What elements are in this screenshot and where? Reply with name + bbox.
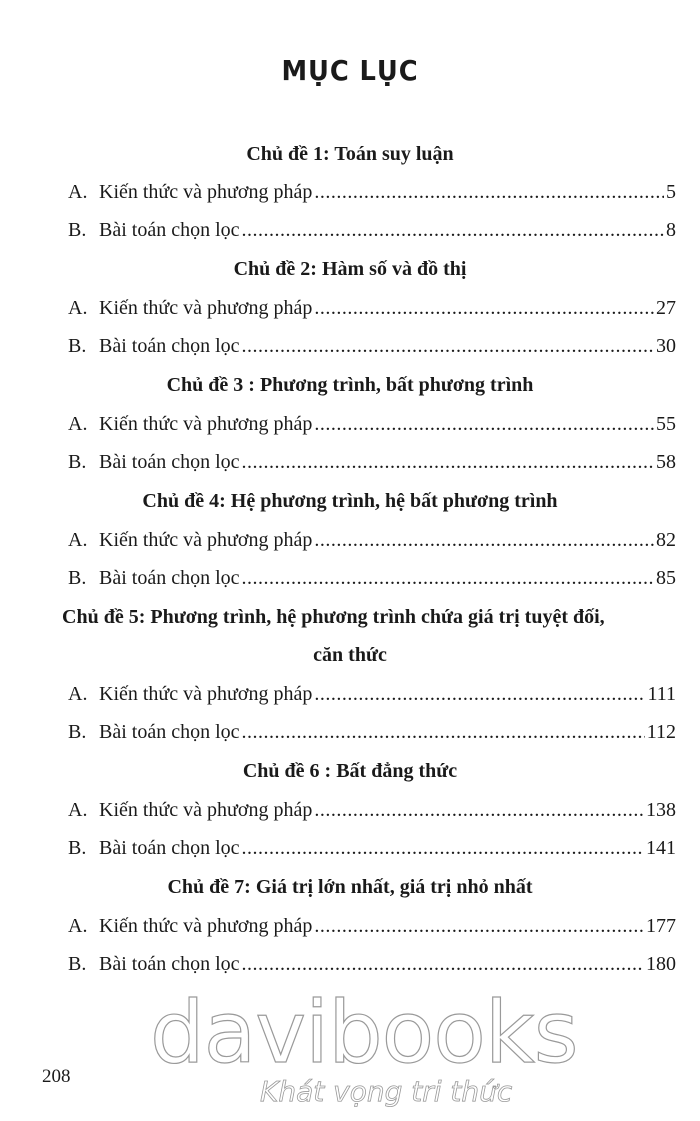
dot-leader <box>314 528 654 552</box>
toc-entry[interactable] <box>68 296 676 320</box>
watermark-tagline: Khát vọng tri thức <box>260 1075 513 1108</box>
entry-page-number: 85 <box>656 567 676 589</box>
entry-letter: A. <box>68 413 88 435</box>
toc-entry[interactable] <box>68 566 676 590</box>
entry-page-number: 82 <box>656 529 676 551</box>
page-title: MỤC LỤC <box>281 54 419 87</box>
entry-page-number: 30 <box>656 335 676 357</box>
toc-entry[interactable] <box>68 914 676 938</box>
dot-leader <box>242 720 645 744</box>
davibooks-watermark: davibooks <box>150 983 578 1083</box>
entry-label: Kiến thức và phương pháp <box>99 413 313 435</box>
entry-page-number: 27 <box>656 297 676 319</box>
toc-entry[interactable] <box>68 798 676 822</box>
topic-heading-5: Chủ đề 5: Phương trình, hệ phương trình chứa giá trị tuyệt đối, <box>62 606 605 628</box>
entry-page-number: 111 <box>647 683 676 705</box>
entry-letter: B. <box>68 567 87 589</box>
dot-leader <box>314 914 644 938</box>
entry-letter: A. <box>68 181 88 203</box>
topic-heading-2: Chủ đề 2: Hàm số và đồ thị <box>233 258 467 280</box>
entry-label: Bài toán chọn lọc <box>99 953 240 975</box>
entry-letter: B. <box>68 451 87 473</box>
topic-heading-3: Chủ đề 3 : Phương trình, bất phương trình <box>166 374 534 396</box>
entry-letter: B. <box>68 953 87 975</box>
entry-label: Kiến thức và phương pháp <box>99 297 313 319</box>
dot-leader <box>314 180 664 204</box>
entry-page-number: 141 <box>646 837 676 859</box>
entry-page-number: 58 <box>656 451 676 473</box>
entry-letter: A. <box>68 799 88 821</box>
topic-heading-7: Chủ đề 7: Giá trị lớn nhất, giá trị nhỏ nhất <box>167 876 533 898</box>
topic-heading-4: Chủ đề 4: Hệ phương trình, hệ bất phương trình <box>142 490 558 512</box>
entry-label: Bài toán chọn lọc <box>99 837 240 859</box>
entry-label: Kiến thức và phương pháp <box>99 683 313 705</box>
dot-leader <box>242 836 644 860</box>
dot-leader <box>314 296 654 320</box>
entry-letter: B. <box>68 721 87 743</box>
entry-page-number: 177 <box>646 915 676 937</box>
entry-letter: A. <box>68 297 88 319</box>
toc-entry[interactable] <box>68 720 676 744</box>
entry-page-number: 55 <box>656 413 676 435</box>
dot-leader <box>242 952 644 976</box>
page-number: 208 <box>42 1066 71 1087</box>
entry-page-number: 8 <box>666 219 676 241</box>
entry-label: Bài toán chọn lọc <box>99 335 240 357</box>
toc-entry[interactable] <box>68 334 676 358</box>
toc-entry[interactable] <box>68 836 676 860</box>
entry-page-number: 5 <box>666 181 676 203</box>
entry-letter: A. <box>68 529 88 551</box>
dot-leader <box>314 412 654 436</box>
entry-label: Bài toán chọn lọc <box>99 219 240 241</box>
dot-leader <box>242 334 654 358</box>
dot-leader <box>242 566 654 590</box>
toc-entry[interactable] <box>68 952 676 976</box>
topic-heading-6: Chủ đề 6 : Bất đẳng thức <box>242 760 458 782</box>
toc-entry[interactable] <box>68 218 676 242</box>
entry-page-number: 138 <box>646 799 676 821</box>
dot-leader <box>242 218 664 242</box>
entry-label: Bài toán chọn lọc <box>99 567 240 589</box>
toc-entry[interactable] <box>68 450 676 474</box>
toc-entry[interactable] <box>68 180 676 204</box>
entry-label: Kiến thức và phương pháp <box>99 799 313 821</box>
toc-entry[interactable] <box>68 528 676 552</box>
entry-letter: A. <box>68 683 88 705</box>
toc-entry[interactable] <box>68 412 676 436</box>
entry-letter: B. <box>68 219 87 241</box>
entry-label: Kiến thức và phương pháp <box>99 529 313 551</box>
topic-heading-5-continued: căn thức <box>313 644 387 666</box>
entry-label: Kiến thức và phương pháp <box>99 181 313 203</box>
dot-leader <box>314 682 645 706</box>
entry-letter: B. <box>68 837 87 859</box>
entry-page-number: 180 <box>646 953 676 975</box>
entry-label: Kiến thức và phương pháp <box>99 915 313 937</box>
entry-page-number: 112 <box>646 721 676 743</box>
dot-leader <box>242 450 654 474</box>
entry-label: Bài toán chọn lọc <box>99 451 240 473</box>
dot-leader <box>314 798 644 822</box>
entry-letter: A. <box>68 915 88 937</box>
entry-letter: B. <box>68 335 87 357</box>
toc-entry[interactable] <box>68 682 676 706</box>
topic-heading-1: Chủ đề 1: Toán suy luận <box>246 143 454 165</box>
entry-label: Bài toán chọn lọc <box>99 721 240 743</box>
